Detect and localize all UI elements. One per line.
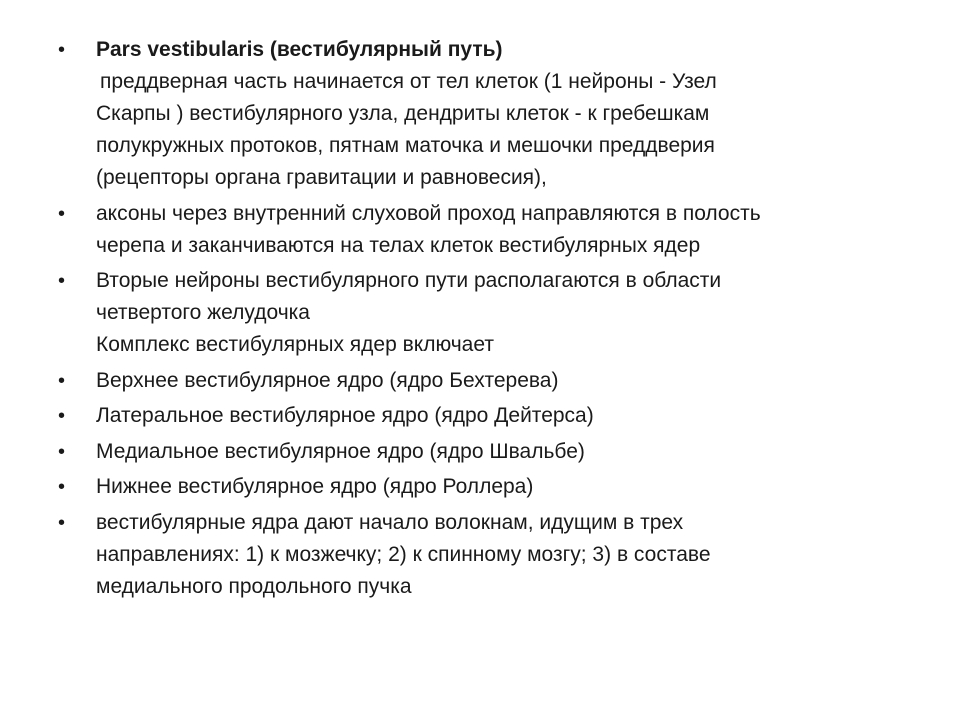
bullet-line: четвертого желудочка bbox=[96, 301, 310, 324]
bullet-line: • Вторые нейроны вестибулярного пути располагаются в области bbox=[96, 269, 722, 292]
bullet-line: Скарпы ) вестибулярного узла, дендриты клеток - к гребешкам bbox=[96, 102, 710, 125]
bullet-line: Комплекс вестибулярных ядер включает bbox=[96, 333, 494, 356]
bullet-line: полукружных протоков, пятнам маточка и мешочки преддверия bbox=[96, 134, 715, 157]
bullet-item-fibers bbox=[58, 507, 858, 603]
bullet-line: • вестибулярные ядра дают начало волокнам, идущим в трех bbox=[96, 510, 684, 534]
bullet-item-superior-nucleus bbox=[58, 365, 858, 397]
bullet-line: • аксоны через внутренний слуховой проход направляются в полость bbox=[96, 201, 761, 225]
bullet-line: направлениях: 1) к мозжечку; 2) к спинному мозгу; 3) в составе bbox=[96, 542, 711, 566]
bullet-item-second-neurons bbox=[58, 265, 858, 361]
bullet-line: • Медиальное вестибулярное ядро (ядро Швальбе) bbox=[96, 439, 585, 463]
bullet-item-medial-nucleus bbox=[58, 436, 858, 468]
bullet-line: • Нижнее вестибулярное ядро (ядро Роллера) bbox=[96, 475, 534, 498]
bullet-line: преддверная часть начинается от тел клеток (1 нейроны - Узел bbox=[100, 70, 717, 93]
bullet-line: медиального продольного пучка bbox=[96, 574, 412, 598]
bullet-line: • Латеральное вестибулярное ядро (ядро Дейтерса) bbox=[96, 404, 594, 427]
bullet-line: черепа и заканчиваются на телах клеток вестибулярных ядер bbox=[96, 233, 701, 257]
bullet-item-pars-vestibularis bbox=[58, 34, 858, 194]
bullet-item-lateral-nucleus bbox=[58, 400, 858, 432]
bullet-list bbox=[58, 34, 858, 606]
bullet-line: (рецепторы органа гравитации и равновесия), bbox=[96, 166, 547, 189]
bullet-item-inferior-nucleus bbox=[58, 471, 858, 503]
bullet-item-axons bbox=[58, 198, 858, 262]
bullet-heading: • Pars vestibularis (вестибулярный путь) bbox=[96, 38, 503, 61]
bullet-line: • Верхнее вестибулярное ядро (ядро Бехтерева) bbox=[96, 368, 559, 392]
